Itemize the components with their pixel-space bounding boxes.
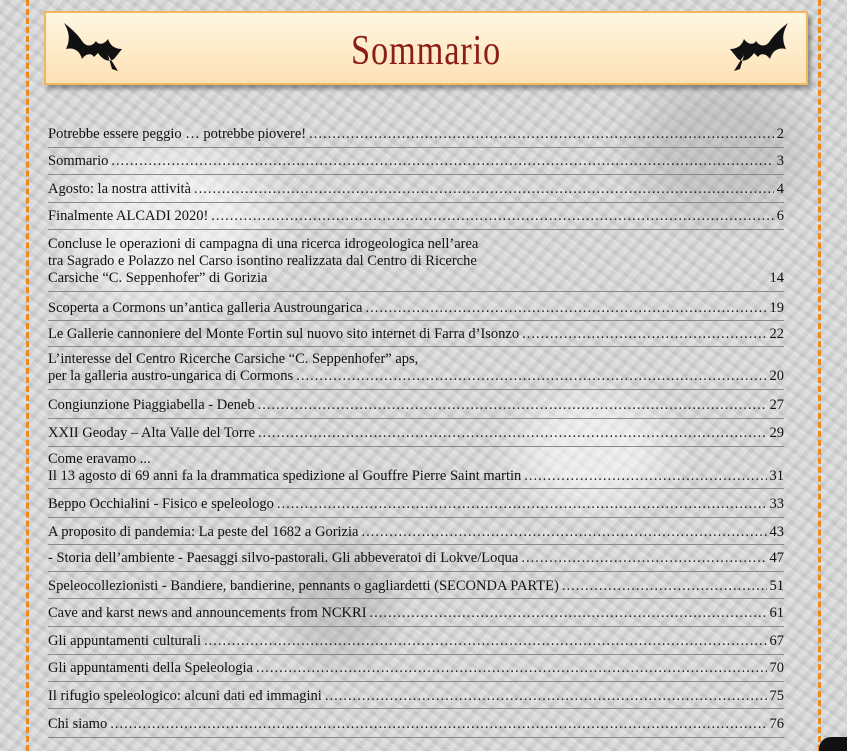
divider bbox=[48, 654, 784, 655]
toc-entry-page: 22 bbox=[769, 326, 784, 342]
divider bbox=[48, 598, 784, 599]
page-corner-decoration bbox=[819, 737, 847, 751]
divider bbox=[48, 147, 784, 148]
leader-dots bbox=[562, 578, 767, 595]
toc-entry-page: 43 bbox=[769, 524, 784, 540]
toc-entry-title: per la galleria austro-ungarica di Cormons bbox=[48, 368, 294, 384]
toc-entry[interactable] bbox=[48, 351, 784, 385]
divider bbox=[48, 517, 784, 518]
toc-entry[interactable] bbox=[48, 181, 784, 198]
toc-entry-page: 47 bbox=[769, 550, 784, 566]
toc-entry-title: Gli appuntamenti culturali bbox=[48, 633, 202, 649]
toc-entry-page: 4 bbox=[776, 181, 784, 197]
toc-entry-page: 31 bbox=[769, 468, 784, 484]
toc-entry[interactable] bbox=[48, 236, 784, 287]
leader-dots bbox=[258, 397, 767, 414]
divider bbox=[48, 291, 784, 292]
leader-dots bbox=[309, 126, 774, 143]
toc-entry-title: Speleocollezionisti - Bandiere, bandierine, pennants o gagliardetti (SECONDA PARTE) bbox=[48, 578, 559, 594]
toc-entry-title: Agosto: la nostra attività bbox=[48, 181, 191, 197]
divider bbox=[48, 488, 784, 489]
header-banner bbox=[44, 11, 808, 85]
toc-entry-title: Sommario bbox=[48, 153, 109, 169]
leader-dots bbox=[325, 688, 767, 705]
bat-icon bbox=[726, 19, 796, 79]
toc-entry[interactable] bbox=[48, 660, 784, 677]
leader-dots bbox=[361, 524, 766, 541]
toc-entry-title: Scoperta a Cormons un’antica galleria Austroungarica bbox=[48, 300, 363, 316]
toc-entry-title: A proposito di pandemia: La peste del 1682 a Gorizia bbox=[48, 524, 359, 540]
toc-entry[interactable] bbox=[48, 397, 784, 414]
leader-dots bbox=[111, 153, 773, 170]
divider bbox=[48, 418, 784, 419]
toc-entry-page: 19 bbox=[769, 300, 784, 316]
toc-entry-page: 2 bbox=[776, 126, 784, 142]
toc-entry-page: 20 bbox=[769, 368, 784, 384]
toc-entry-page: 70 bbox=[769, 660, 784, 676]
divider bbox=[48, 737, 784, 738]
divider bbox=[48, 708, 784, 709]
toc-entry-line: tra Sagrado e Polazzo nel Carso isontino realizzata dal Centro di Ricerche bbox=[48, 253, 477, 269]
divider bbox=[48, 446, 784, 447]
divider bbox=[48, 544, 784, 545]
toc-entry-title: Il rifugio speleologico: alcuni dati ed immagini bbox=[48, 688, 322, 704]
toc-entry-page: 61 bbox=[769, 605, 784, 621]
divider bbox=[48, 346, 784, 347]
toc-entry-page: 33 bbox=[769, 496, 784, 512]
left-dashed-border bbox=[26, 0, 29, 751]
leader-dots bbox=[194, 181, 774, 198]
divider bbox=[48, 626, 784, 627]
toc-entry[interactable] bbox=[48, 326, 784, 343]
toc-entry-title: Chi siamo bbox=[48, 716, 108, 732]
toc-entry-title: XXII Geoday – Alta Valle del Torre bbox=[48, 425, 256, 441]
toc-entry-page: 75 bbox=[769, 688, 784, 704]
toc-entry[interactable] bbox=[48, 451, 784, 485]
toc-entry-page: 3 bbox=[776, 153, 784, 169]
toc-entry-title: Congiunzione Piaggiabella - Deneb bbox=[48, 397, 255, 413]
toc-entry-title: Carsiche “C. Seppenhofer” di Gorizia bbox=[48, 270, 268, 286]
toc-entry[interactable] bbox=[48, 153, 784, 170]
leader-dots bbox=[110, 716, 766, 733]
toc-entry[interactable] bbox=[48, 605, 784, 622]
leader-dots bbox=[296, 368, 766, 385]
leader-dots bbox=[204, 633, 766, 650]
divider bbox=[48, 389, 784, 390]
toc-entry[interactable] bbox=[48, 633, 784, 650]
divider bbox=[48, 681, 784, 682]
toc-entry[interactable] bbox=[48, 524, 784, 541]
toc-entry-title: Beppo Occhialini - Fisico e speleologo bbox=[48, 496, 274, 512]
toc-entry-line: Come eravamo ... bbox=[48, 451, 151, 467]
toc-entry-page: 29 bbox=[769, 425, 784, 441]
toc-entry-page: 76 bbox=[769, 716, 784, 732]
leader-dots bbox=[211, 208, 773, 225]
leader-dots bbox=[277, 496, 767, 513]
toc-entry-title: Finalmente ALCADI 2020! bbox=[48, 208, 209, 224]
toc-entry-page: 27 bbox=[769, 397, 784, 413]
toc-entry[interactable] bbox=[48, 496, 784, 513]
leader-dots bbox=[258, 425, 766, 442]
toc-entry-title: Potrebbe essere peggio … potrebbe piovere! bbox=[48, 126, 307, 142]
right-dashed-border bbox=[818, 0, 821, 751]
leader-dots bbox=[522, 326, 766, 343]
toc-entry-title: Le Gallerie cannoniere del Monte Fortin sul nuovo sito internet di Farra d’Isonzo bbox=[48, 326, 520, 342]
toc-entry[interactable] bbox=[48, 425, 784, 442]
toc-entry[interactable] bbox=[48, 550, 784, 567]
leader-dots bbox=[365, 300, 766, 317]
toc-entry-line: L’interesse del Centro Ricerche Carsiche “C. Seppenhofer” aps, bbox=[48, 351, 419, 367]
toc-entry[interactable] bbox=[48, 126, 784, 143]
divider bbox=[48, 174, 784, 175]
leader-dots bbox=[256, 660, 767, 677]
toc-entry-title: Il 13 agosto di 69 anni fa la drammatica spedizione al Gouffre Pierre Saint martin bbox=[48, 468, 522, 484]
toc-entry-page: 14 bbox=[769, 270, 784, 286]
toc-entry-title: Gli appuntamenti della Speleologia bbox=[48, 660, 253, 676]
toc-entry-title: Cave and karst news and announcements from NCKRI bbox=[48, 605, 367, 621]
toc-entry[interactable] bbox=[48, 300, 784, 317]
toc-entry[interactable] bbox=[48, 578, 784, 595]
leader-dots bbox=[524, 468, 766, 485]
divider bbox=[48, 229, 784, 230]
leader-dots bbox=[521, 550, 766, 567]
divider bbox=[48, 571, 784, 572]
toc-entry[interactable] bbox=[48, 208, 784, 225]
divider bbox=[48, 202, 784, 203]
toc-entry[interactable] bbox=[48, 716, 784, 733]
toc-entry-page: 6 bbox=[776, 208, 784, 224]
toc-entry-title: - Storia dell’ambiente - Paesaggi silvo-pastorali. Gli abbeveratoi di Lokve/Loqua bbox=[48, 550, 519, 566]
toc-entry-page: 51 bbox=[769, 578, 784, 594]
toc-entry-line: Concluse le operazioni di campagna di una ricerca idrogeologica nell’area bbox=[48, 236, 479, 252]
leader-dots bbox=[370, 605, 767, 622]
toc-entry-page: 67 bbox=[769, 633, 784, 649]
toc-entry[interactable] bbox=[48, 688, 784, 705]
page-title: Sommario bbox=[350, 28, 502, 74]
divider bbox=[48, 320, 784, 321]
